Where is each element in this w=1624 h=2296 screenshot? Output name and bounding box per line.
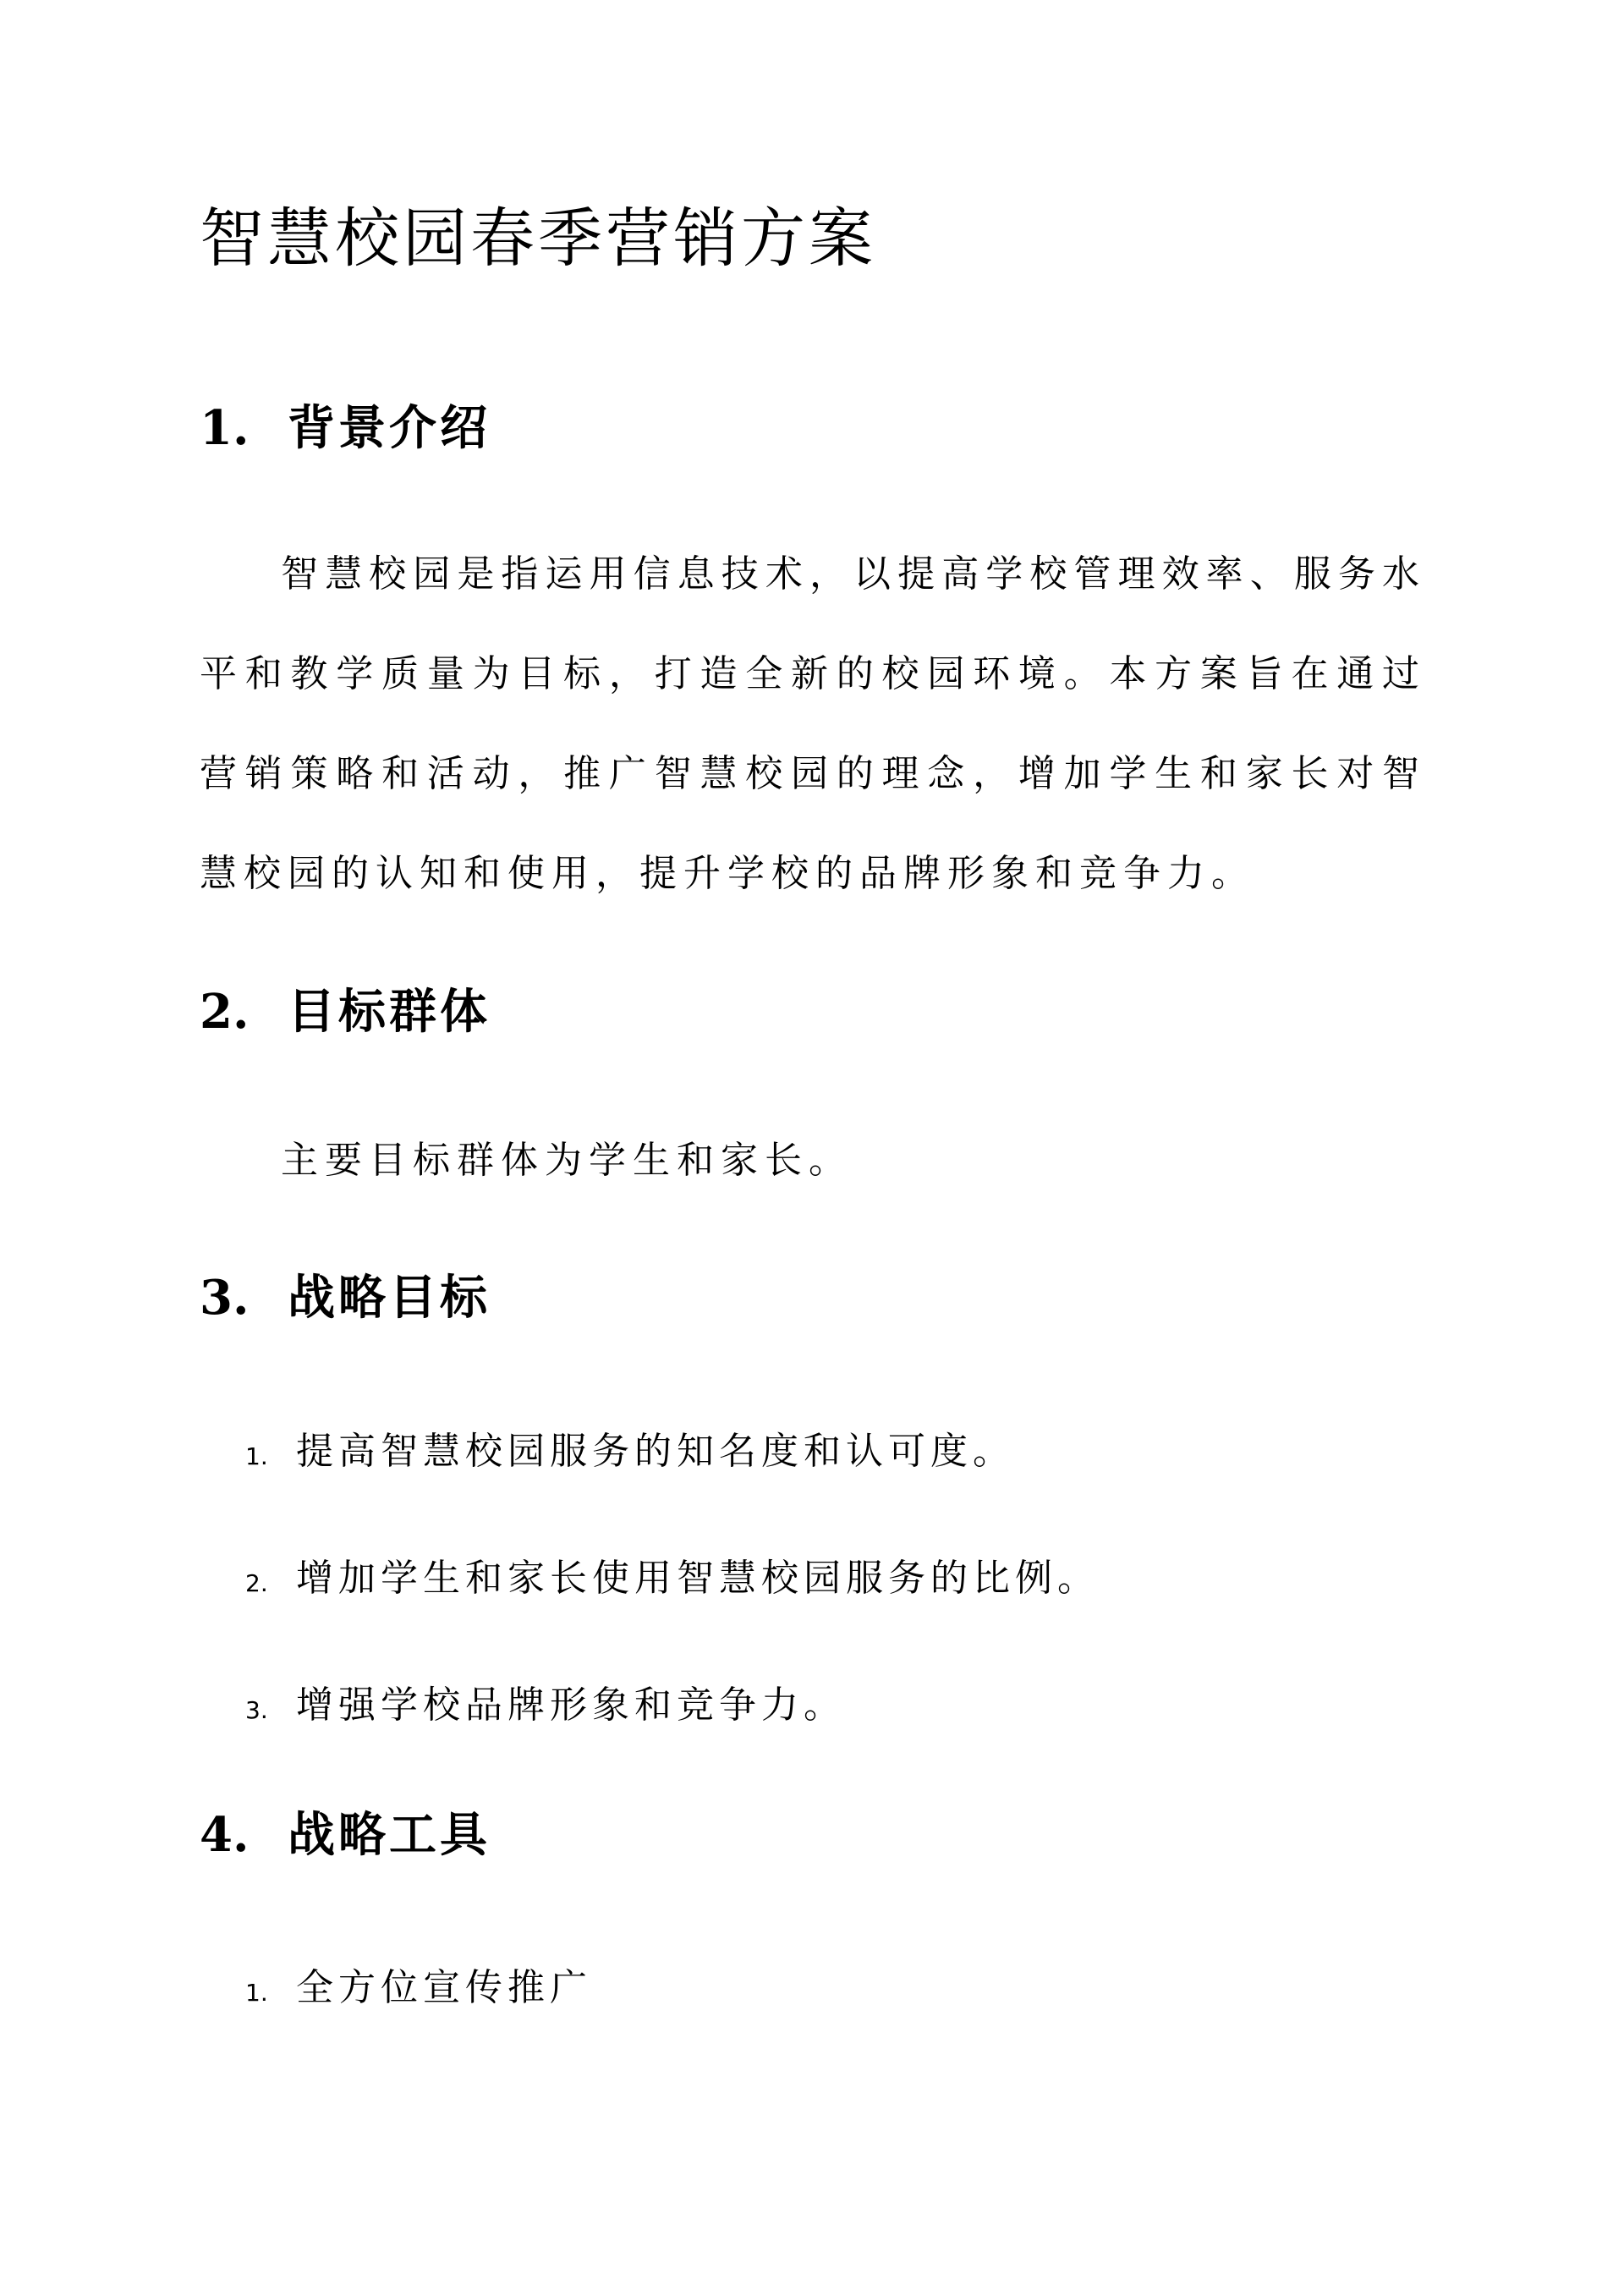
list-item-number: 2.: [245, 1569, 268, 1597]
list-item-text: 全方位宣传推广: [296, 1966, 592, 2009]
target-group-paragraph: 主要目标群体为学生和家长。: [281, 1139, 853, 1182]
list-item-text: 增加学生和家长使用智慧校园服务的比例。: [296, 1557, 1100, 1600]
background-paragraph: 智慧校园是指运用信息技术，以提高学校管理效率、服务水平和教学质量为目标，打造全新的校园环境。本方案旨在通过营销策略和活动，推广智慧校园的理念，增加学生和家长对智慧校园的认知和使用，提升学校的品牌形象和竞争力。: [200, 552, 1426, 895]
list-item: [245, 1548, 1100, 1609]
list-item: [245, 1958, 592, 2019]
list-item: [245, 1675, 846, 1736]
document-title: 智慧校园春季营销方案: [200, 200, 876, 276]
section-number: 2.: [200, 984, 250, 1040]
section-number: 1.: [200, 400, 250, 456]
section-number: 4.: [200, 1807, 250, 1863]
section-number: 3.: [200, 1270, 250, 1326]
section-title: 战略工具: [288, 1807, 491, 1863]
list-item-text: 提高智慧校园服务的知名度和认可度。: [296, 1430, 1015, 1473]
section-heading-target-group: [200, 981, 491, 1042]
section-heading-strategic-goals: [200, 1267, 491, 1328]
list-item-number: 3.: [245, 1696, 268, 1724]
list-item: [245, 1421, 1015, 1482]
section-title: 目标群体: [288, 984, 491, 1040]
list-item-number: 1.: [245, 1442, 268, 1470]
list-item-text: 增强学校品牌形象和竞争力。: [296, 1684, 846, 1727]
section-heading-strategic-tools: [200, 1804, 491, 1865]
section-title: 背景介绍: [288, 400, 491, 456]
list-item-number: 1.: [245, 1979, 268, 2007]
section-heading-background: [200, 398, 491, 459]
section-title: 战略目标: [288, 1270, 491, 1326]
